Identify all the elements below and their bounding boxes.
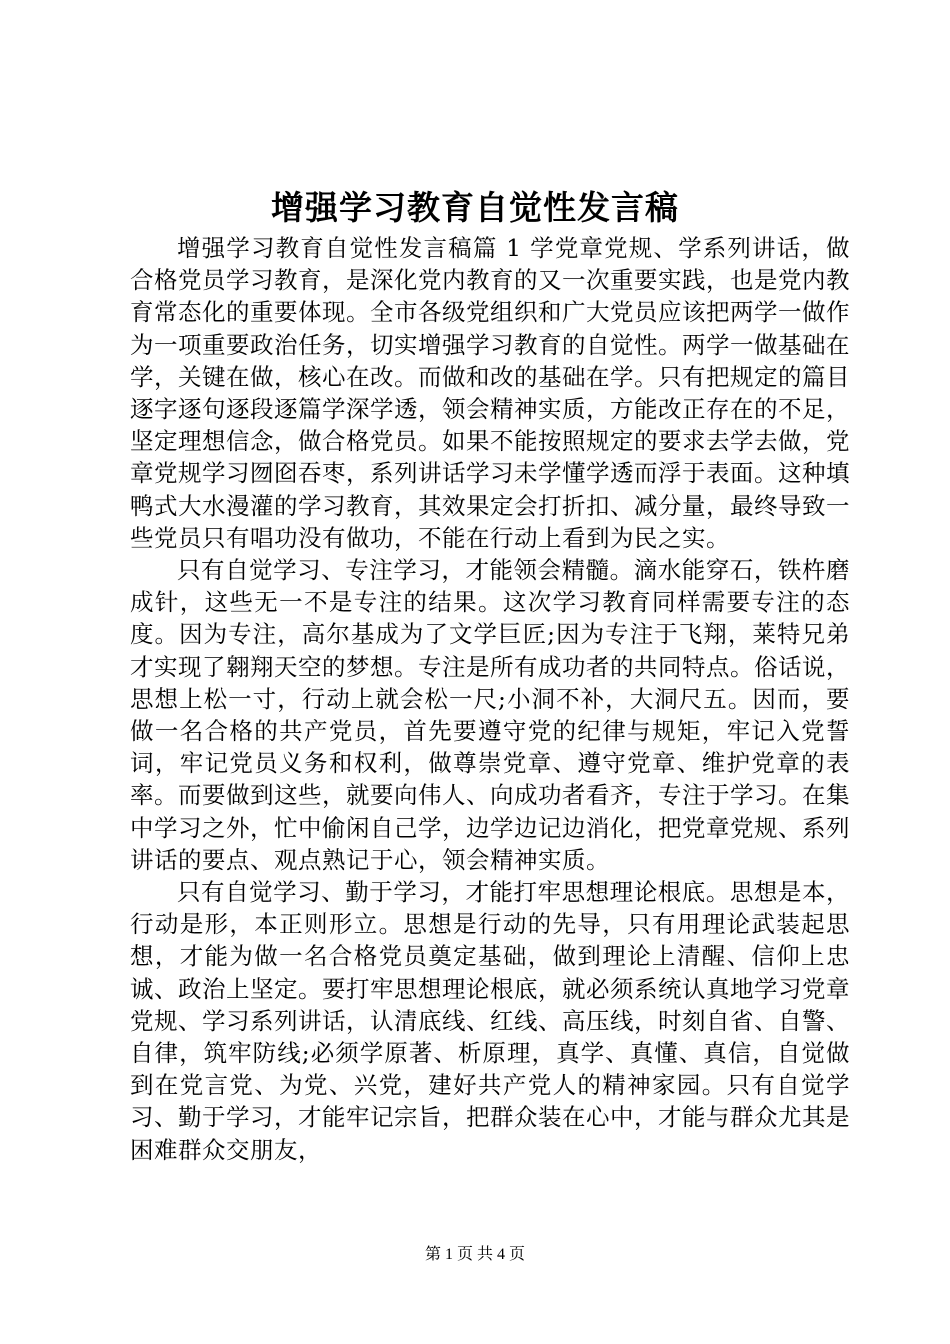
document-title: 增强学习教育自觉性发言稿 (271, 188, 679, 227)
page-number-indicator: 第 1 页 共 4 页 (424, 1246, 525, 1263)
paragraph-2: 只有自觉学习、专注学习，才能领会精髓。滴水能穿石，铁杵磨成针，这些无一不是专注的结果。这次学习教育同样需要专注的态度。因为专注，高尔基成为了文学巨匠;因为专注于飞翔，莱特兄弟才实现了翱翔天空的梦想。专注是所有成功者的共同特点。俗话说，思想上松一寸，行动上就会松一尺;小洞不补，大洞尺五。因而，要做一名合格的共产党员，首先要遵守党的纪律与规矩，牢记入党誓词，牢记党员义务和权利，做尊崇党章、遵守党章、维护党章的表率。而要做到这些，就要向伟人、向成功者看齐，专注于学习。在集中学习之外，忙中偷闲自己学，边学边记边消化，把党章党规、系列讲话的要点、观点熟记于心，领会精神实质。 (130, 556, 850, 874)
paragraph-1: 增强学习教育自觉性发言稿篇 1 学党章党规、学系列讲话，做合格党员学习教育，是深化党内教育的又一次重要实践，也是党内教育常态化的重要体现。全市各级党组织和广大党员应该把两学一做作为一项重要政治任务，切实增强学习教育的自觉性。两学一做基础在学，关键在做，核心在改。而做和改的基础在学。只有把规定的篇目逐字逐句逐段逐篇学深学透，领会精神实质，方能改正存在的不足，坚定理想信念，做合格党员。如果不能按照规定的要求去学去做，党章党规学习囫囵吞枣，系列讲话学习未学懂学透而浮于表面。这种填鸭式大水漫灌的学习教育，其效果定会打折扣、减分量，最终导致一些党员只有唱功没有做功，不能在行动上看到为民之实。 (130, 234, 850, 552)
paragraph-3: 只有自觉学习、勤于学习，才能打牢思想理论根底。思想是本，行动是形，本正则形立。思想是行动的先导，只有用理论武装起思想，才能为做一名合格党员奠定基础，做到理论上清醒、信仰上忠诚、政治上坚定。要打牢思想理论根底，就必须系统认真地学习党章党规、学习系列讲话，认清底线、红线、高压线，时刻自省、自警、自律，筑牢防线;必须学原著、析原理，真学、真懂、真信，自觉做到在党言党、为党、兴党，建好共产党人的精神家园。只有自觉学习、勤于学习，才能牢记宗旨，把群众装在心中，才能与群众尤其是困难群众交朋友， (130, 878, 850, 1164)
document-body (130, 232, 850, 1166)
page-footer (0, 1244, 950, 1266)
